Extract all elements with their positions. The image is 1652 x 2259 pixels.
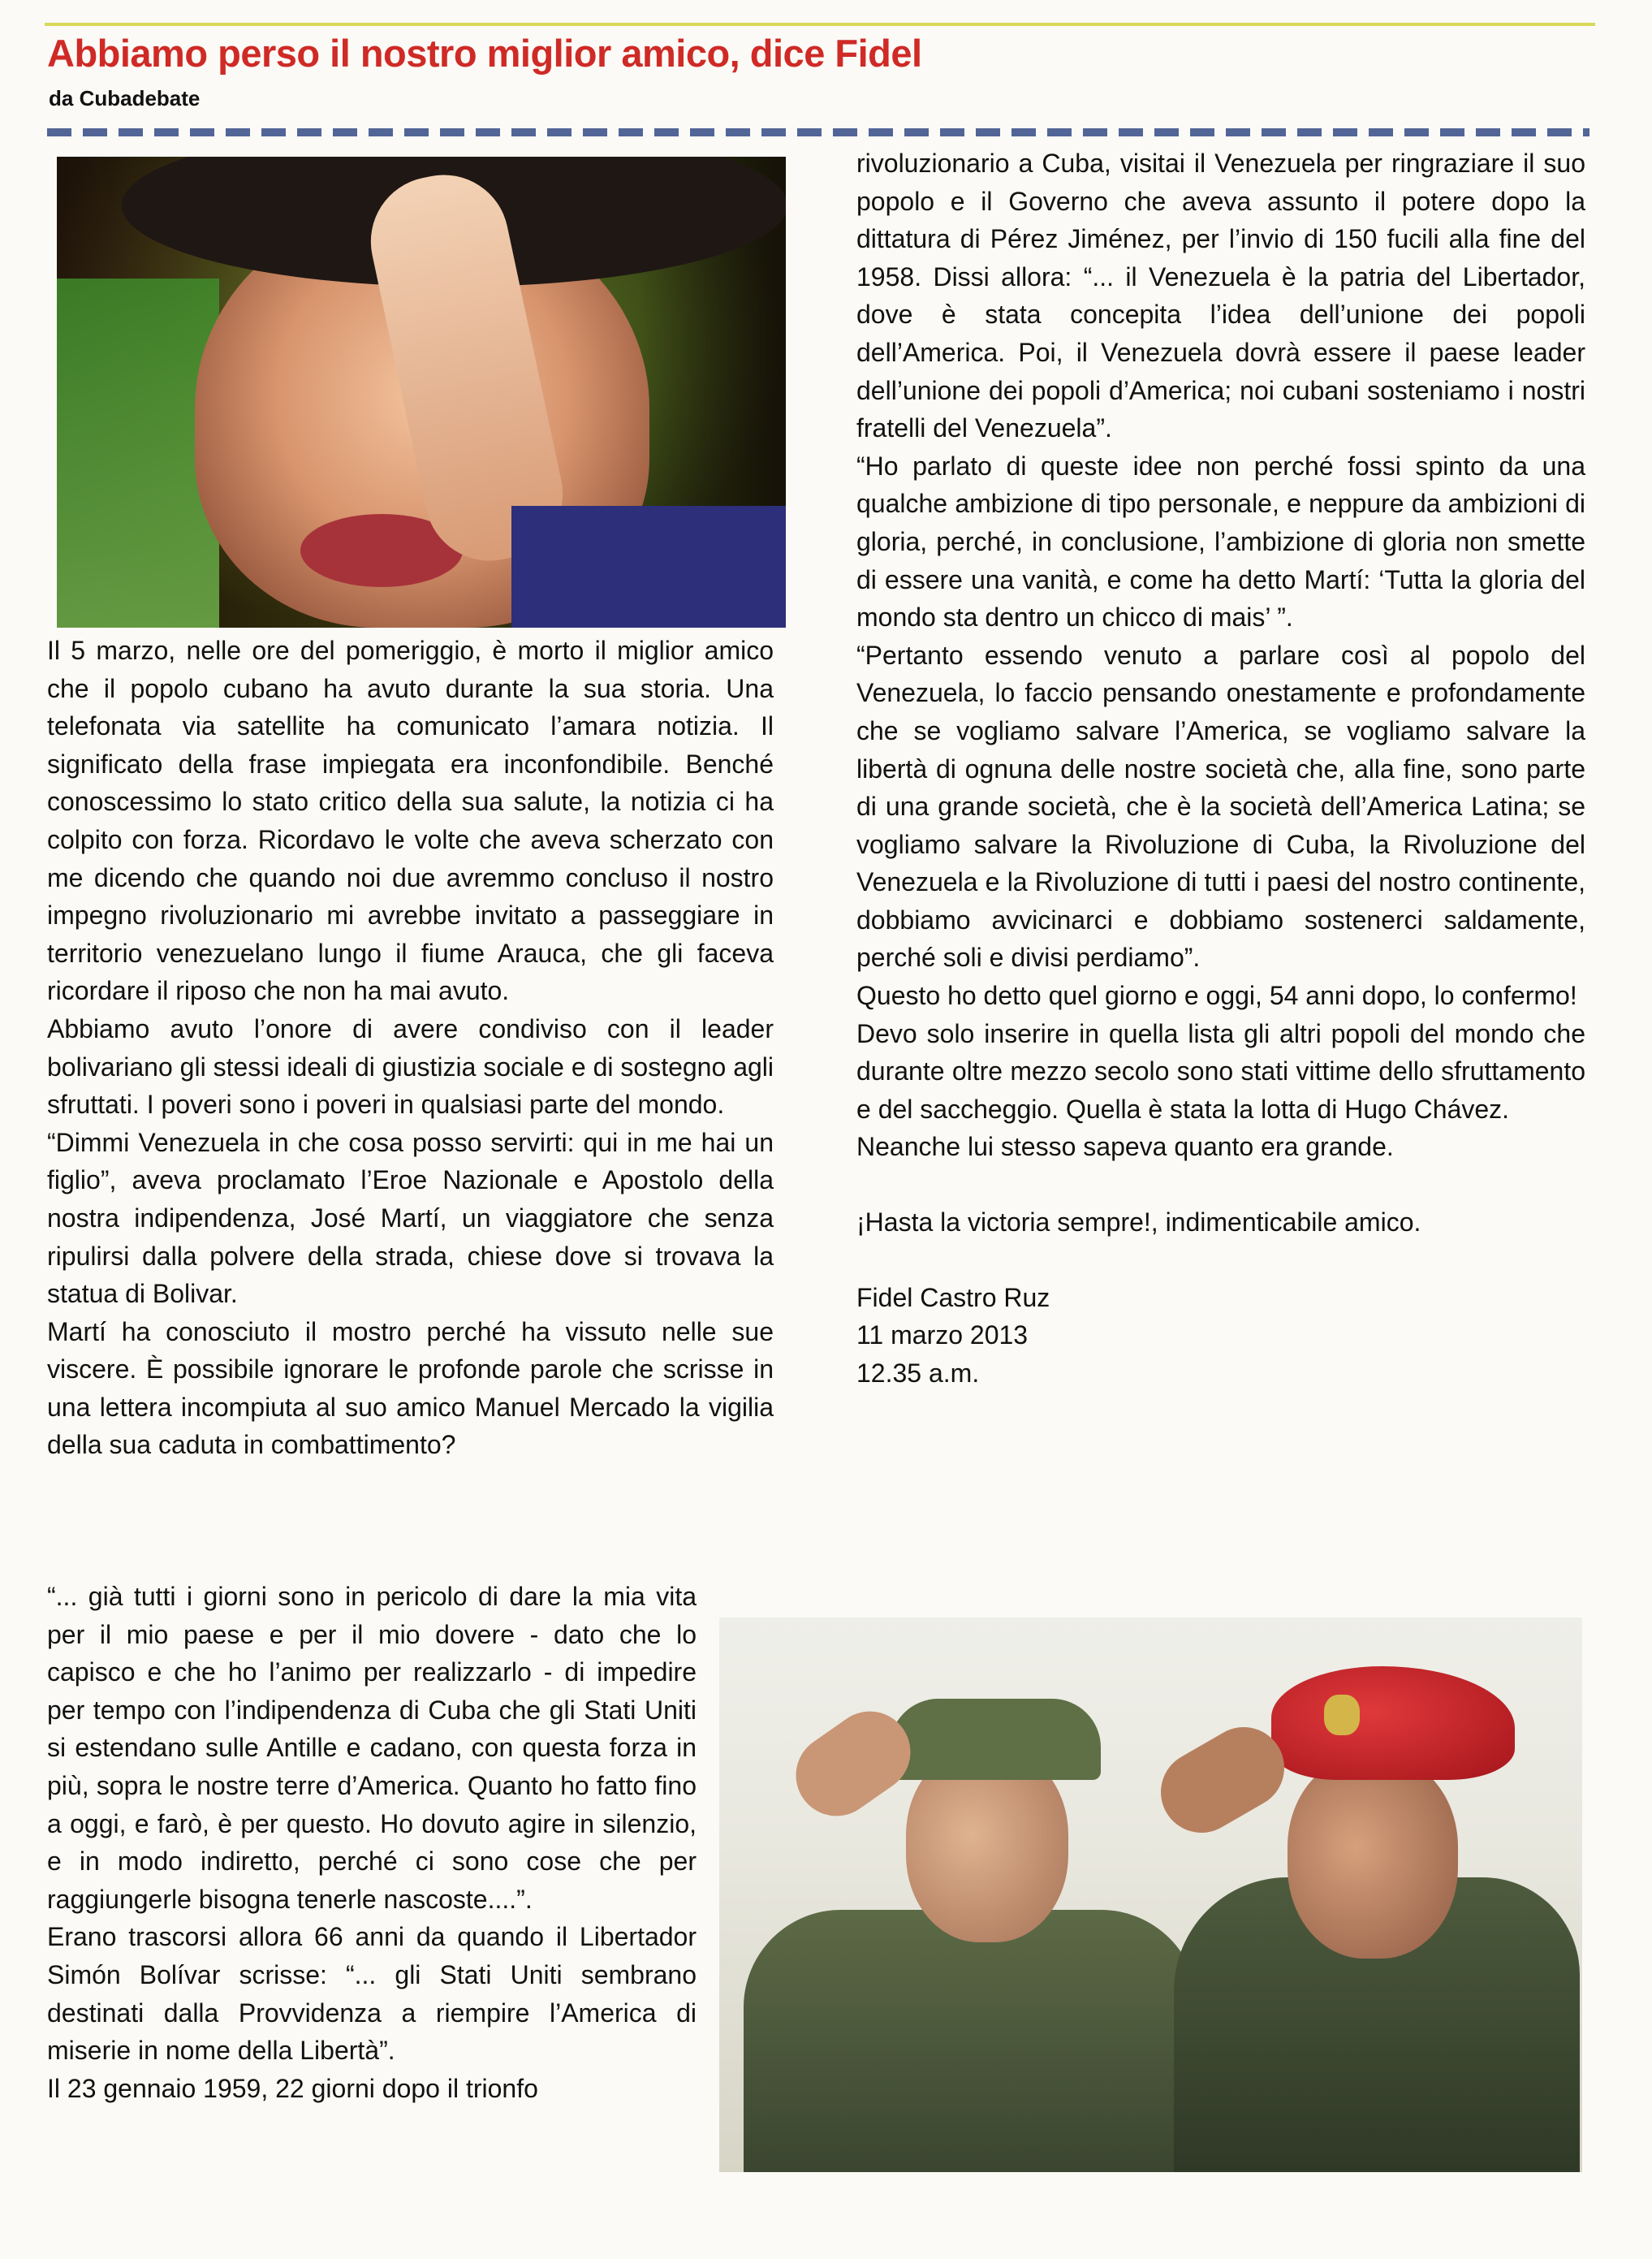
paragraph: Il 5 marzo, nelle ore del pomeriggio, è morto il miglior amico che il popolo cubano ha avuto durante la sua storia. Una telefonata via satellite ha comunicato l’amara notizia. Il significato della frase impiegata era inconfondibile. Benché conoscessimo lo stato critico della sua salute, la notizia ci ha colpito con forza. Ricordavo le volte che aveva scherzato con me dicendo che quando noi due avremmo concluso il nostro impegno rivoluzionario mi avrebbe invitato a passeggiare in territorio venezuelano lungo il fiume Arauca, che gli faceva ricordare il riposo che non ha mai avuto. — [47, 636, 774, 1006]
paragraph: Il 23 gennaio 1959, 22 giorni dopo il trionfo — [47, 2073, 538, 2103]
paragraph: Martí ha conosciuto il mostro perché ha vissuto nelle sue viscere. È possibile ignorare le profonde parole che scrisse in una lettera incompiuta al suo amico Manuel Mercado la vigilia della sua caduta in combattimento? — [47, 1316, 774, 1460]
photo-shirt — [511, 506, 786, 628]
paragraph: Abbiamo avuto l’onore di avere condiviso con il leader bolivariano gli stessi ideali di giustizia sociale e di sostegno agli sfruttati. I poveri sono i poveri in qualsiasi parte del mondo. — [47, 1013, 774, 1120]
left-column-bottom — [47, 1578, 697, 2107]
paragraph: “Dimmi Venezuela in che cosa posso servirti: qui in me hai un figlio”, aveva proclamato l’Eroe Nazionale e Apostolo della nostra indipendenza, José Martí, un viaggiatore che senza ripulirsi dalla polvere della strada, chiese dove si trovava la statua di Bolivar. — [47, 1127, 774, 1309]
closing-line: ¡Hasta la victoria sempre!, indimenticabile amico. — [856, 1207, 1421, 1237]
photo-beret-badge — [1324, 1695, 1360, 1735]
paragraph: “Pertanto essendo venuto a parlare così al popolo del Venezuela, lo faccio pensando onestamente e profondamente che se vogliamo salvare l’America, se vogliamo salvare la libertà di ognuna delle nostre società che, alla fine, sono parte di una grande società, che è la società dell’America Latina; se vogliamo salvare la Rivoluzione di Cuba, la Rivoluzione del Venezuela e la Rivoluzione di tutti i paesi del nostro continente, dobbiamo avvicinarci e dobbiamo sostenerci saldamente, perché soli e divisi perdiamo”. — [856, 640, 1585, 973]
right-column — [856, 145, 1585, 1392]
article-source: da Cubadebate — [49, 86, 201, 110]
paragraph: rivoluzionario a Cuba, visitai il Venezuela per ringraziare il suo popolo e il Governo che aveva assunto il potere dopo la dittatura di Pérez Jiménez, per l’invio di 150 fucili alla fine del 1958. Dissi allora: “... il Venezuela è la patria del Libertador, dove è stata concepita l’idea dell’unione dei popoli dell’America. Poi, il Venezuela dovrà essere il paese leader dell’unione dei popoli d’America; noi cubani sosteniamo i nostri fratelli del Venezuela”. — [856, 149, 1585, 443]
paragraph: Neanche lui stesso sapeva quanto era grande. — [856, 1132, 1394, 1162]
photo-cap — [890, 1699, 1101, 1780]
salute-photo — [719, 1618, 1582, 2172]
paragraph: “Ho parlato di queste idee non perché fossi spinto da una qualche ambizione di tipo personale, e neppure da ambizioni di gloria, perché, in conclusione, l’ambizione di gloria non smette di essere una vanità, e come ha detto Martí: ‘Tutta la gloria del mondo sta dentro un chicco di mais’ ”. — [856, 451, 1585, 633]
signature-name: Fidel Castro Ruz — [856, 1282, 1050, 1312]
signature-time: 12.35 a.m. — [856, 1358, 980, 1388]
photo-red-beret — [1271, 1666, 1515, 1780]
quote-paragraph: “... già tutti i giorni sono in pericolo di dare la mia vita per il mio paese e per il mio dovere - dato che lo capisco e che ho l’animo per realizzarlo - di impedire per tempo con l’indipendenza di Cuba che gli Stati Uniti si estendano sulle Antille e cadano, con questa forza in più, sopra le nostre terre d’America. Quanto ho fatto fino a oggi, e farò, è per questo. Ho dovuto agire in silenzio, e in modo indiretto, perché ci sono cose che per raggiungerle bisogna tenerle nascoste....”. — [47, 1582, 697, 1914]
paragraph: Devo solo inserire in quella lista gli altri popoli del mondo che durante oltre mezzo secolo sono stati vittime dello sfruttamento e del saccheggio. Quella è stata la lotta di Hugo Chávez. — [856, 1018, 1585, 1124]
top-rule — [45, 23, 1595, 26]
photo-face-right — [1288, 1756, 1458, 1959]
spacer — [856, 1242, 1585, 1279]
article-title: Abbiamo perso il nostro miglior amico, dice Fidel — [47, 32, 922, 75]
paragraph: Erano trascorsi allora 66 anni da quando il Libertador Simón Bolívar scrisse: “... gli Stati Uniti sembrano destinati dalla Provvidenza a riempire l’America di miserie in nome della Libertà”. — [47, 1922, 697, 2066]
photo-figure-left — [744, 1910, 1198, 2172]
left-column-top — [47, 632, 774, 1464]
spacer — [856, 1166, 1585, 1203]
portrait-photo — [57, 157, 786, 628]
paragraph: Questo ho detto quel giorno e oggi, 54 anni dopo, lo confermo! — [856, 981, 1577, 1011]
signature-date: 11 marzo 2013 — [856, 1320, 1029, 1350]
dashed-divider — [47, 128, 1589, 136]
